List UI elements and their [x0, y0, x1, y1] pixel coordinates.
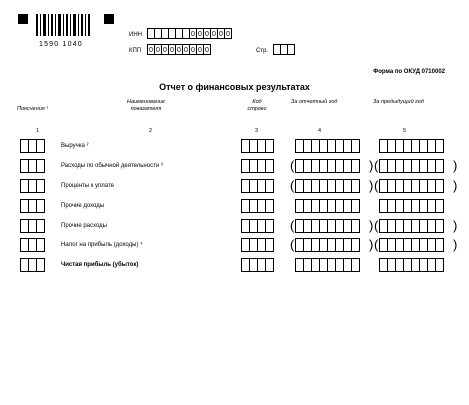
page-number-field[interactable]	[273, 44, 294, 55]
close-paren: )	[453, 237, 458, 252]
explanation-field[interactable]	[20, 199, 44, 213]
current-year-field[interactable]	[295, 238, 359, 252]
current-year-field[interactable]	[295, 258, 359, 272]
current-year-field-cell[interactable]	[351, 219, 360, 233]
inn-field[interactable]	[147, 28, 231, 39]
page-label: Стр.	[256, 48, 269, 54]
current-year-field[interactable]	[295, 139, 359, 153]
previous-year-field[interactable]	[379, 159, 443, 173]
row-label: Расходы по обычной деятельности ³	[61, 163, 163, 169]
inn-cell[interactable]: 0	[203, 28, 211, 39]
row-code-field-cell[interactable]	[265, 139, 274, 153]
open-paren: (	[374, 218, 379, 233]
explanation-field[interactable]	[20, 219, 44, 233]
close-paren: )	[369, 178, 374, 193]
explanation-field[interactable]	[20, 179, 44, 193]
row-code-field-cell[interactable]	[265, 179, 274, 193]
previous-year-field-cell[interactable]	[435, 199, 444, 213]
col-header-code: Код строки	[247, 99, 267, 112]
current-year-field-cell[interactable]	[351, 179, 360, 193]
row-label: Выручка ²	[61, 143, 89, 149]
previous-year-field[interactable]	[379, 179, 443, 193]
explanation-field-cell[interactable]	[36, 238, 45, 252]
row-label: Проценты к уплате	[61, 183, 114, 189]
row-code-field[interactable]	[241, 238, 273, 252]
open-paren: (	[374, 158, 379, 173]
row-code-field-cell[interactable]	[265, 159, 274, 173]
previous-year-field-cell[interactable]	[435, 219, 444, 233]
col-number-2: 2	[149, 128, 153, 134]
close-paren: )	[453, 178, 458, 193]
row-code-field[interactable]	[241, 258, 273, 272]
inn-cell[interactable]: 0	[217, 28, 225, 39]
kpp-cell[interactable]: 0	[161, 44, 169, 55]
row-code-field-cell[interactable]	[265, 238, 274, 252]
row-label: Налог на прибыль (доходы) ⁴	[61, 242, 143, 248]
previous-year-field[interactable]	[379, 219, 443, 233]
current-year-field[interactable]	[295, 179, 359, 193]
explanation-field-cell[interactable]	[36, 199, 45, 213]
col-number-5: 5	[403, 128, 407, 134]
corner-marker-left	[18, 14, 28, 24]
corner-marker-right	[104, 14, 114, 24]
inn-cell[interactable]: 0	[210, 28, 218, 39]
previous-year-field-cell[interactable]	[435, 258, 444, 272]
inn-cell[interactable]: 0	[196, 28, 204, 39]
kpp-cell[interactable]: 0	[168, 44, 176, 55]
kpp-field[interactable]	[147, 44, 210, 55]
open-paren: (	[290, 178, 295, 193]
explanation-field-cell[interactable]	[36, 258, 45, 272]
previous-year-field-cell[interactable]	[435, 159, 444, 173]
previous-year-field-cell[interactable]	[435, 238, 444, 252]
current-year-field[interactable]	[295, 159, 359, 173]
previous-year-field-cell[interactable]	[435, 179, 444, 193]
current-year-field[interactable]	[295, 219, 359, 233]
row-code-field[interactable]	[241, 139, 273, 153]
col-number-3: 3	[255, 128, 259, 134]
open-paren: (	[374, 178, 379, 193]
previous-year-field[interactable]	[379, 199, 443, 213]
kpp-cell[interactable]: 0	[203, 44, 211, 55]
open-paren: (	[374, 237, 379, 252]
report-title: Отчет о финансовых результатах	[159, 82, 310, 92]
col-number-4: 4	[318, 128, 322, 134]
row-code-field-cell[interactable]	[265, 258, 274, 272]
kpp-label: КПП	[129, 48, 142, 54]
previous-year-field[interactable]	[379, 258, 443, 272]
inn-label: ИНН	[129, 32, 142, 38]
col-header-current-year: За отчетный год	[291, 99, 338, 105]
explanation-field[interactable]	[20, 139, 44, 153]
kpp-cell[interactable]: 0	[175, 44, 183, 55]
explanation-field-cell[interactable]	[36, 179, 45, 193]
row-label: Чистая прибыль (убыток)	[61, 262, 139, 268]
page-cell[interactable]	[287, 44, 295, 55]
row-code-field[interactable]	[241, 179, 273, 193]
kpp-cell[interactable]: 0	[182, 44, 190, 55]
row-label: Прочие расходы	[61, 223, 107, 229]
explanation-field[interactable]	[20, 258, 44, 272]
explanation-field-cell[interactable]	[36, 159, 45, 173]
row-code-field-cell[interactable]	[265, 219, 274, 233]
previous-year-field[interactable]	[379, 238, 443, 252]
current-year-field-cell[interactable]	[351, 159, 360, 173]
row-code-field[interactable]	[241, 159, 273, 173]
explanation-field-cell[interactable]	[36, 219, 45, 233]
close-paren: )	[453, 218, 458, 233]
row-code-field-cell[interactable]	[265, 199, 274, 213]
form-code: Форма по ОКУД 0710002	[373, 69, 445, 75]
previous-year-field[interactable]	[379, 139, 443, 153]
row-code-field[interactable]	[241, 219, 273, 233]
open-paren: (	[290, 218, 295, 233]
open-paren: (	[290, 237, 295, 252]
previous-year-field-cell[interactable]	[435, 139, 444, 153]
close-paren: )	[369, 158, 374, 173]
kpp-cell[interactable]: 0	[147, 44, 155, 55]
current-year-field-cell[interactable]	[351, 258, 360, 272]
current-year-field-cell[interactable]	[351, 139, 360, 153]
close-paren: )	[453, 158, 458, 173]
col-number-1: 1	[36, 128, 40, 134]
kpp-cell[interactable]: 0	[196, 44, 204, 55]
row-code-field[interactable]	[241, 199, 273, 213]
col-header-indicator: Наименование показателя	[127, 99, 165, 112]
current-year-field[interactable]	[295, 199, 359, 213]
current-year-field-cell[interactable]	[351, 199, 360, 213]
kpp-cell[interactable]: 0	[154, 44, 162, 55]
col-header-previous-year: За предыдущий год	[373, 99, 424, 105]
explanation-field[interactable]	[20, 238, 44, 252]
explanation-field[interactable]	[20, 159, 44, 173]
current-year-field-cell[interactable]	[351, 238, 360, 252]
col-header-explanations: Пояснения ¹	[17, 106, 49, 112]
explanation-field-cell[interactable]	[36, 139, 45, 153]
open-paren: (	[290, 158, 295, 173]
kpp-cell[interactable]: 0	[189, 44, 197, 55]
barcode	[36, 14, 90, 36]
close-paren: )	[369, 218, 374, 233]
close-paren: )	[369, 237, 374, 252]
barcode-number: 1590 1040	[39, 41, 83, 48]
inn-cell[interactable]: 0	[189, 28, 197, 39]
inn-cell[interactable]: 0	[224, 28, 232, 39]
row-label: Прочие доходы	[61, 203, 105, 209]
